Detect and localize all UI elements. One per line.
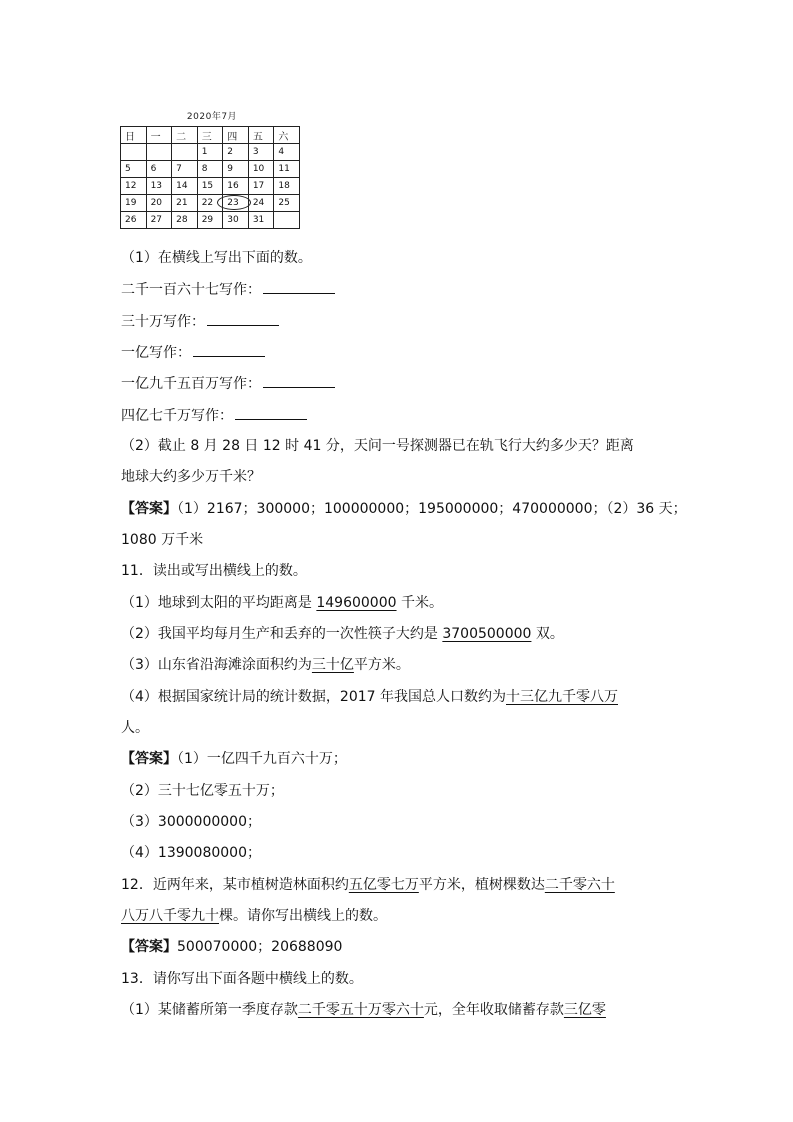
calendar-day: 12 (121, 178, 147, 195)
q10-item-text: 一亿九千五百万写作： (121, 376, 261, 392)
calendar-day (172, 144, 198, 161)
answer-blank[interactable] (263, 373, 335, 388)
q10-item (121, 373, 335, 394)
calendar-header: 六 (274, 127, 300, 144)
q10-item (121, 311, 279, 332)
q11-text: （3）山东省沿海滩涂面积约为 (121, 657, 312, 673)
calendar-day: 16 (223, 178, 249, 195)
q10-item-text: 二千一百六十七写作： (121, 282, 261, 298)
q12-text: 12．近两年来，某市植树造林面积约 (121, 877, 349, 893)
calendar-day: 25 (274, 195, 300, 212)
q11-answer-item: （3）3000000000； (121, 814, 261, 830)
calendar-day: 19 (121, 195, 147, 212)
q10-part2-line2: 地球大约多少万千米？ (121, 469, 261, 485)
calendar-day: 20 (146, 195, 172, 212)
q11-text: （4）根据国家统计局的统计数据，2017 年我国总人口数约为 (121, 689, 506, 705)
calendar-day: 13 (146, 178, 172, 195)
calendar-day: 8 (197, 161, 223, 178)
q13-title: 13．请你写出下面各题中横线上的数。 (121, 971, 363, 987)
q12-line1 (121, 875, 615, 895)
q11-answer-item: （2）三十七亿零五十万； (121, 783, 284, 799)
calendar-day: 22 (197, 195, 223, 212)
q11-answer-item: （4）1390080000； (121, 845, 261, 861)
calendar-header: 四 (223, 127, 249, 144)
calendar-day: 27 (146, 212, 172, 229)
calendar-day: 17 (248, 178, 274, 195)
q11-title: 11．读出或写出横线上的数。 (121, 563, 307, 579)
calendar-day: 7 (172, 161, 198, 178)
q10-item (121, 405, 307, 426)
answer-blank[interactable] (263, 279, 335, 294)
q13-text: 元，全年收取储蓄存款 (423, 1002, 564, 1018)
underlined-number: 149600000 (316, 595, 397, 611)
answer-text: （1）一亿四千九百六十万； (177, 751, 347, 767)
answer-text: （1）2167；300000；100000000；195000000；470000000；（2）36 天； (177, 501, 687, 517)
q12-answer (121, 937, 342, 957)
underlined-number: 三亿零 (563, 1002, 606, 1018)
q11-text: 平方米。 (353, 657, 410, 673)
calendar-day: 5 (121, 161, 147, 178)
calendar-day: 14 (172, 178, 198, 195)
calendar-title: 2020年7月 (186, 112, 238, 122)
calendar-header: 一 (146, 127, 172, 144)
q11-text: 双。 (531, 626, 564, 642)
calendar-day (146, 144, 172, 161)
q11-part (121, 655, 410, 675)
calendar-day-circled (223, 195, 249, 212)
q10-item (121, 279, 335, 300)
calendar-header: 二 (172, 127, 198, 144)
calendar-day: 4 (274, 144, 300, 161)
calendar-week (121, 178, 300, 195)
answer-label: 【答案】 (121, 939, 177, 955)
underlined-number: 五亿零七万 (348, 877, 419, 893)
q11-part (121, 687, 618, 707)
q10-item-text: 四亿七千万写作： (121, 408, 233, 424)
underlined-number: 3700500000 (442, 626, 532, 642)
calendar-day: 29 (197, 212, 223, 229)
underlined-number: 三十亿 (311, 657, 354, 673)
q10-answer-line2: 1080 万千米 (121, 532, 204, 548)
answer-label: 【答案】 (121, 751, 177, 767)
calendar-header: 日 (121, 127, 147, 144)
calendar-day-circled-label: 23 (227, 198, 239, 208)
calendar-day: 30 (223, 212, 249, 229)
q10-item-text: 三十万写作： (121, 314, 205, 330)
answer-label: 【答案】 (121, 501, 177, 517)
q10-part1-intro: （1）在横线上写出下面的数。 (121, 250, 312, 266)
q12-text: 棵。请你写出横线上的数。 (219, 908, 387, 924)
q10-answer (121, 499, 687, 519)
answer-blank[interactable] (235, 405, 307, 420)
answer-text: 500070000；20688090 (177, 939, 343, 955)
calendar-week (121, 144, 300, 161)
calendar-header-row (121, 127, 300, 144)
calendar-header: 五 (248, 127, 274, 144)
answer-blank[interactable] (193, 342, 265, 357)
q11-part (121, 593, 443, 613)
calendar-day (121, 144, 147, 161)
calendar-day: 9 (223, 161, 249, 178)
calendar-day: 18 (274, 178, 300, 195)
q12-line2 (121, 906, 387, 926)
calendar-day: 3 (248, 144, 274, 161)
circle-mark (217, 195, 251, 210)
calendar-day: 10 (248, 161, 274, 178)
calendar-day: 28 (172, 212, 198, 229)
calendar-day: 31 (248, 212, 274, 229)
calendar-day: 6 (146, 161, 172, 178)
calendar-day: 15 (197, 178, 223, 195)
q13-part1 (121, 1000, 606, 1020)
calendar-week (121, 161, 300, 178)
underlined-number: 二千零五十万零六十 (297, 1002, 424, 1018)
calendar-day: 26 (121, 212, 147, 229)
calendar-day: 2 (223, 144, 249, 161)
q10-item (121, 342, 265, 363)
calendar-day: 1 (197, 144, 223, 161)
answer-blank[interactable] (207, 311, 279, 326)
calendar (120, 108, 304, 229)
q11-part (121, 624, 564, 644)
calendar-day: 21 (172, 195, 198, 212)
calendar-day (274, 212, 300, 229)
calendar-day: 24 (248, 195, 274, 212)
q11-text: （1）地球到太阳的平均距离是 (121, 595, 317, 611)
q12-text: 平方米，植树棵数达 (418, 877, 545, 893)
calendar-header: 三 (197, 127, 223, 144)
q11-text: （2）我国平均每月生产和丢弃的一次性筷子大约是 (121, 626, 443, 642)
q10-part2-line1: （2）截止 8 月 28 日 12 时 41 分，天问一号探测器已在轨飞行大约多少天？距离 (121, 438, 634, 454)
q13-text: （1）某储蓄所第一季度存款 (121, 1002, 298, 1018)
q11-answer (121, 749, 347, 769)
calendar-day: 11 (274, 161, 300, 178)
underlined-number: 二千零六十 (544, 877, 615, 893)
calendar-week (121, 212, 300, 229)
calendar-week (121, 195, 300, 212)
q10-item-text: 一亿写作： (121, 345, 191, 361)
calendar-table (120, 126, 300, 229)
q11-part4-line2: 人。 (121, 720, 149, 736)
underlined-number: 十三亿九千零八万 (506, 689, 618, 705)
underlined-number: 八万八千零九十 (121, 908, 219, 924)
q11-text: 千米。 (396, 595, 443, 611)
